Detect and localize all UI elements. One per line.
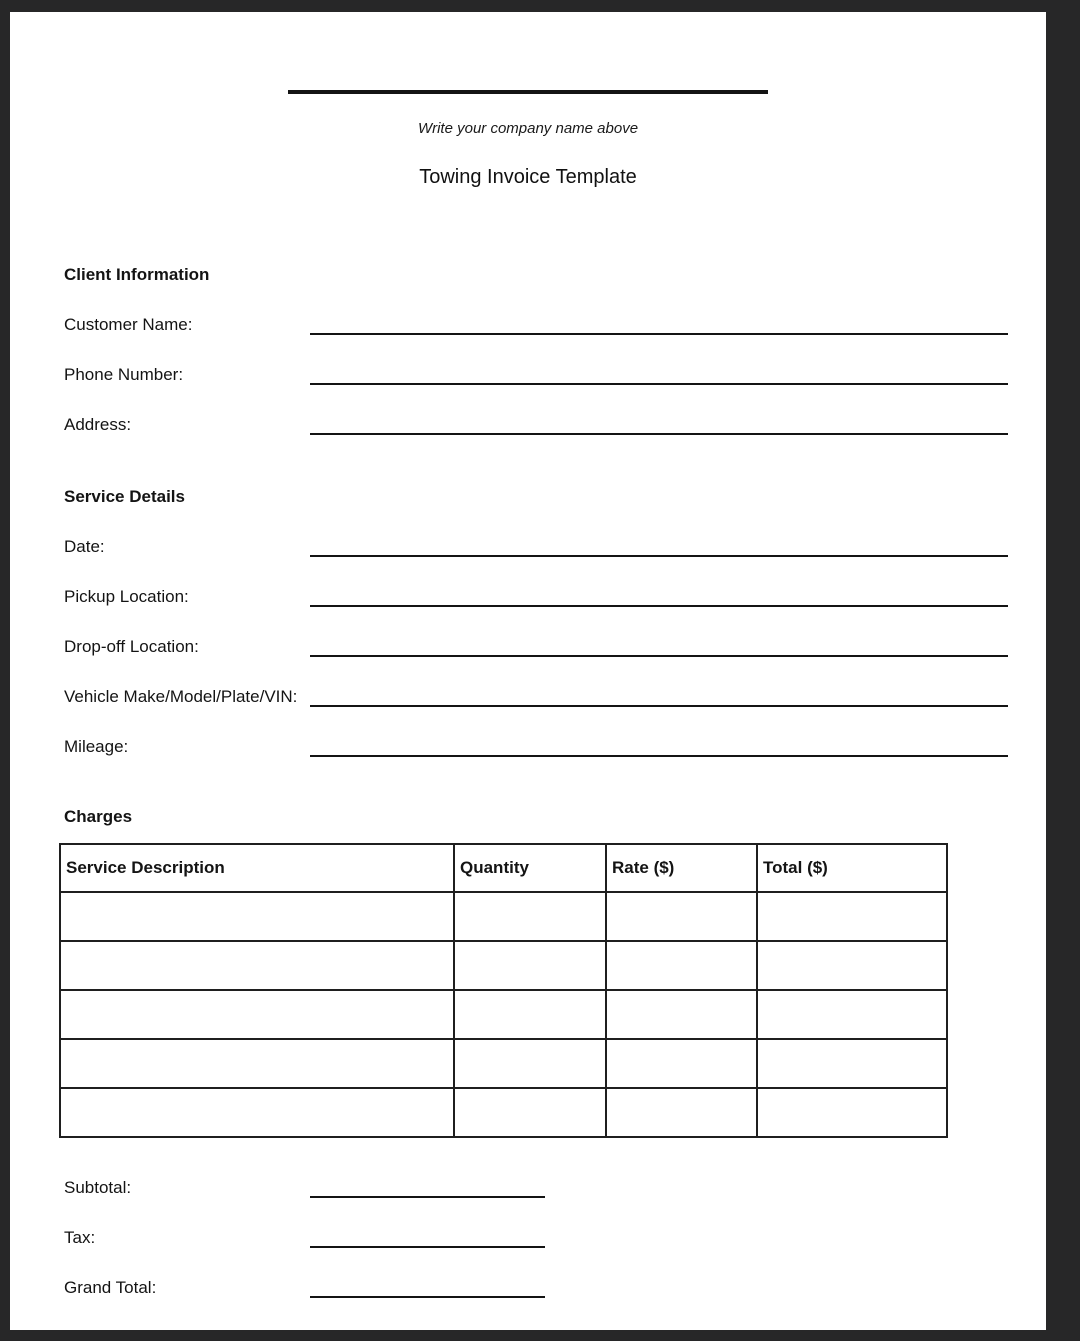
table-cell-total[interactable] [757, 1039, 947, 1088]
quantity-column-header: Quantity [454, 844, 606, 892]
page-title: Towing Invoice Template [419, 166, 637, 188]
document-content [64, 265, 1008, 1298]
dropoff-location-label: Drop-off Location: [64, 636, 199, 656]
date-row [64, 507, 1008, 557]
vehicle-label: Vehicle Make/Model/Plate/VIN: [64, 686, 298, 706]
table-cell-rate[interactable] [606, 1088, 757, 1137]
charges-header-row [60, 844, 947, 892]
address-blank-line[interactable] [310, 405, 1008, 435]
table-cell-total[interactable] [757, 892, 947, 941]
customer-name-blank-line[interactable] [310, 305, 1008, 335]
date-blank-line[interactable] [310, 527, 1008, 557]
table-row [60, 990, 947, 1039]
table-cell-quantity[interactable] [454, 1088, 606, 1137]
grand-total-label: Grand Total: [64, 1277, 157, 1297]
table-cell-service-description[interactable] [60, 892, 454, 941]
subtotal-label: Subtotal: [64, 1177, 132, 1197]
mileage-blank-line[interactable] [310, 727, 1008, 757]
table-row [60, 1088, 947, 1137]
table-cell-quantity[interactable] [454, 892, 606, 941]
grand-total-row [64, 1248, 1008, 1298]
table-row [60, 1039, 947, 1088]
table-cell-total[interactable] [757, 990, 947, 1039]
charges-heading: Charges [64, 807, 133, 826]
table-cell-rate[interactable] [606, 990, 757, 1039]
pickup-location-row [64, 557, 1008, 607]
vehicle-blank-line[interactable] [310, 677, 1008, 707]
table-cell-service-description[interactable] [60, 1088, 454, 1137]
tax-row [64, 1198, 1008, 1248]
table-cell-service-description[interactable] [60, 990, 454, 1039]
table-cell-quantity[interactable] [454, 990, 606, 1039]
phone-number-label: Phone Number: [64, 364, 184, 384]
table-cell-quantity[interactable] [454, 941, 606, 990]
subtotal-row [64, 1148, 1008, 1198]
total-column-header: Total ($) [757, 844, 947, 892]
rate-column-header: Rate ($) [606, 844, 757, 892]
table-cell-service-description[interactable] [60, 1039, 454, 1088]
phone-number-row [64, 335, 1008, 385]
company-name-caption: Write your company name above [417, 120, 639, 137]
table-cell-quantity[interactable] [454, 1039, 606, 1088]
address-row [64, 385, 1008, 435]
pickup-location-blank-line[interactable] [310, 577, 1008, 607]
subtotal-blank-line[interactable] [310, 1168, 545, 1198]
mileage-label: Mileage: [64, 736, 129, 756]
table-cell-total[interactable] [757, 941, 947, 990]
table-cell-service-description[interactable] [60, 941, 454, 990]
tax-blank-line[interactable] [310, 1218, 545, 1248]
table-row [60, 941, 947, 990]
customer-name-label: Customer Name: [64, 314, 193, 334]
table-row [60, 892, 947, 941]
mileage-row [64, 707, 1008, 757]
charges-table [59, 843, 948, 1138]
address-label: Address: [64, 414, 132, 434]
service-description-column-header: Service Description [60, 844, 454, 892]
date-label: Date: [64, 536, 105, 556]
client-information-heading: Client Information [64, 265, 210, 284]
phone-number-blank-line[interactable] [310, 355, 1008, 385]
customer-name-row [64, 285, 1008, 335]
pickup-location-label: Pickup Location: [64, 586, 189, 606]
service-details-heading: Service Details [64, 487, 185, 506]
totals-section [64, 1148, 1008, 1298]
document-page [10, 12, 1046, 1330]
vehicle-row [64, 657, 1008, 707]
tax-label: Tax: [64, 1227, 96, 1247]
table-cell-total[interactable] [757, 1088, 947, 1137]
dropoff-location-blank-line[interactable] [310, 627, 1008, 657]
table-cell-rate[interactable] [606, 1039, 757, 1088]
grand-total-blank-line[interactable] [310, 1268, 545, 1298]
company-name-blank-line[interactable] [288, 90, 768, 94]
table-cell-rate[interactable] [606, 941, 757, 990]
dropoff-location-row [64, 607, 1008, 657]
table-cell-rate[interactable] [606, 892, 757, 941]
